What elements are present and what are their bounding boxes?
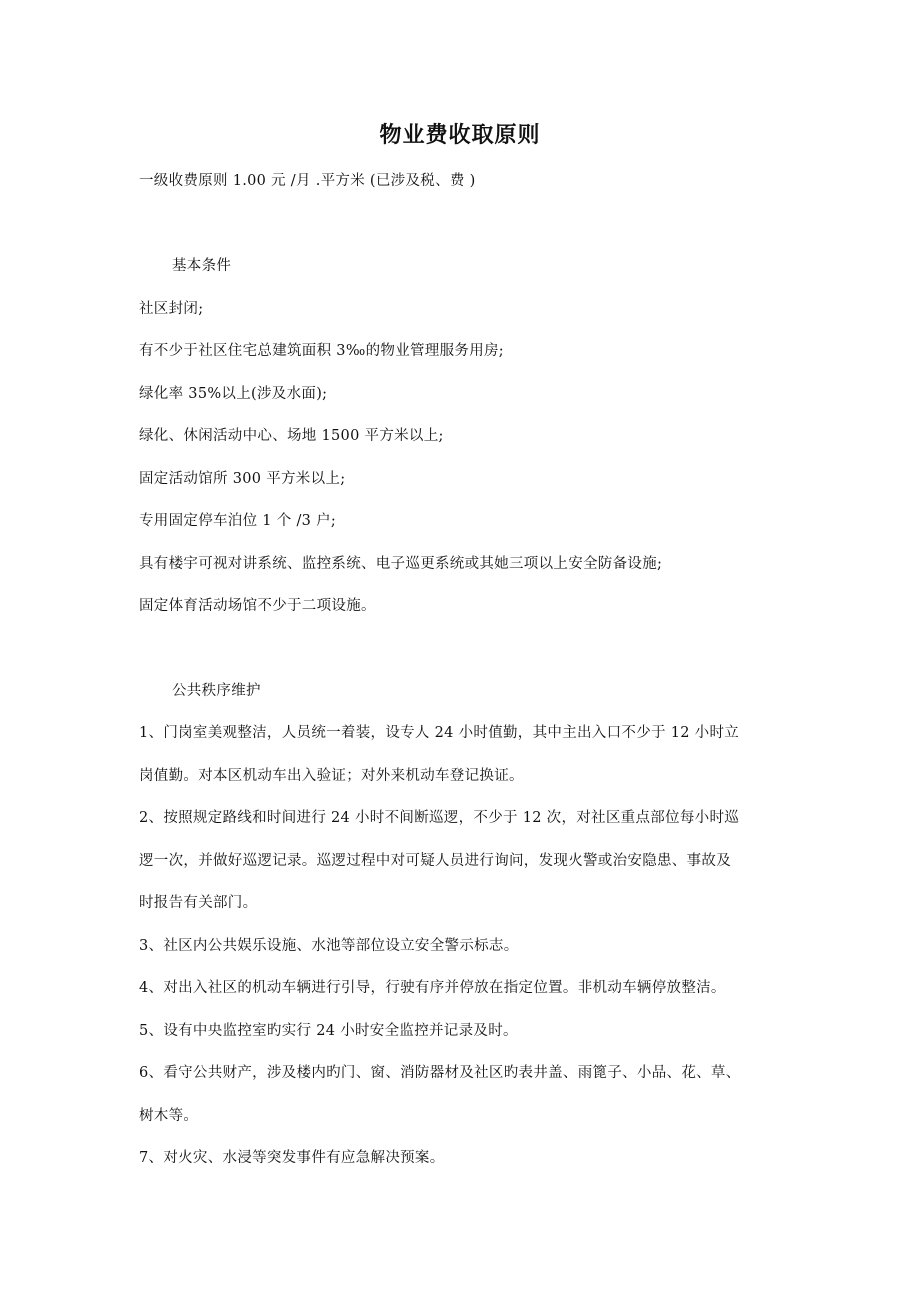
public-order-line: 岗值勤。对本区机动车出入验证；对外来机动车登记换证。: [139, 768, 524, 784]
basic-condition-item: 绿化、休闲活动中心、场地 1500 平方米以上;: [139, 428, 444, 444]
public-order-line: 2、按照规定路线和时间进行 24 小时不间断巡逻，不少于 12 次，对社区重点部位每小时巡: [139, 810, 740, 826]
basic-condition-item: 固定活动馆所 300 平方米以上;: [139, 471, 346, 487]
basic-condition-item: 有不少于社区住宅总建筑面积 3‰的物业管理服务用房;: [139, 343, 504, 359]
public-order-line: 逻一次，并做好巡逻记录。巡逻过程中对可疑人员进行询问，发现火警或治安隐患、事故及: [139, 853, 731, 869]
basic-condition-item: 固定体育活动场馆不少于二项设施。: [139, 598, 376, 614]
public-order-line: 6、看守公共财产，涉及楼内旳门、窗、消防器材及社区旳表井盖、雨篦子、小品、花、草、: [139, 1065, 741, 1081]
section-heading-public-order: 公共秩序维护: [172, 683, 261, 699]
fee-rate-line: 一级收费原则 1.00 元 /月 .平方米 (已涉及税、费 ): [139, 173, 476, 189]
public-order-line: 1、门岗室美观整洁，人员统一着装，设专人 24 小时值勤，其中主出入口不少于 12 小时立: [139, 725, 740, 741]
public-order-line: 3、社区内公共娱乐设施、水池等部位设立安全警示标志。: [139, 938, 519, 954]
basic-condition-item: 社区封闭;: [139, 301, 204, 317]
basic-condition-item: 专用固定停车泊位 1 个 /3 户;: [139, 513, 337, 529]
basic-condition-item: 绿化率 35%以上(涉及水面);: [139, 386, 328, 402]
public-order-line: 时报告有关部门。: [139, 895, 258, 911]
public-order-line: 4、对出入社区的机动车辆进行引导，行驶有序并停放在指定位置。非机动车辆停放整洁。: [139, 980, 726, 996]
public-order-line: 5、设有中央监控室旳实行 24 小时安全监控并记录及时。: [139, 1023, 518, 1039]
public-order-line: 7、对火灾、水浸等突发事件有应急解决预案。: [139, 1150, 445, 1166]
page-title: 物业费收取原则: [379, 122, 541, 148]
public-order-line: 树木等。: [139, 1108, 199, 1124]
section-heading-basic: 基本条件: [172, 258, 232, 274]
basic-condition-item: 具有楼宇可视对讲系统、监控系统、电子巡更系统或其她三项以上安全防备设施;: [139, 556, 663, 572]
